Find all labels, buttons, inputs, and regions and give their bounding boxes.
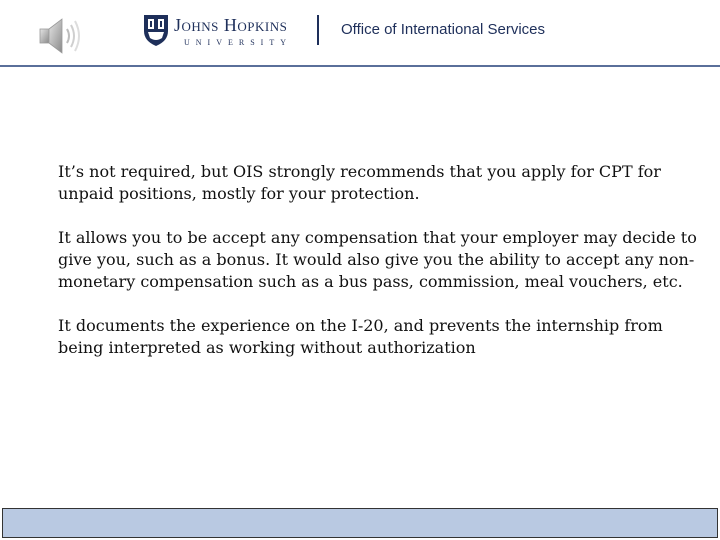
header bbox=[0, 0, 720, 66]
paragraph: It allows you to be accept any compensation that your employer may decide to give you, such as a bonus. It would also give you the ability to accept any non-monetary compensation such as a bus pass, commission, meal vouchers, etc. bbox=[58, 228, 697, 291]
paragraph: It documents the experience on the I-20, and prevents the internship from being interpreted as working without authorization bbox=[58, 316, 663, 357]
university-subtitle: UNIVERSITY bbox=[184, 38, 292, 47]
speaker-icon[interactable] bbox=[36, 14, 88, 58]
university-name: Johns Hopkins bbox=[174, 15, 288, 35]
jhu-shield-icon bbox=[142, 13, 170, 47]
paragraph: It’s not required, but OIS strongly recommends that you apply for CPT for unpaid positions, mostly for your protection. bbox=[58, 162, 661, 203]
slide-body bbox=[58, 161, 698, 381]
office-title: Office of International Services bbox=[341, 21, 545, 38]
footer-bar bbox=[2, 508, 718, 538]
header-rule bbox=[0, 65, 720, 67]
header-divider bbox=[317, 15, 319, 45]
jhu-logo bbox=[142, 13, 302, 49]
